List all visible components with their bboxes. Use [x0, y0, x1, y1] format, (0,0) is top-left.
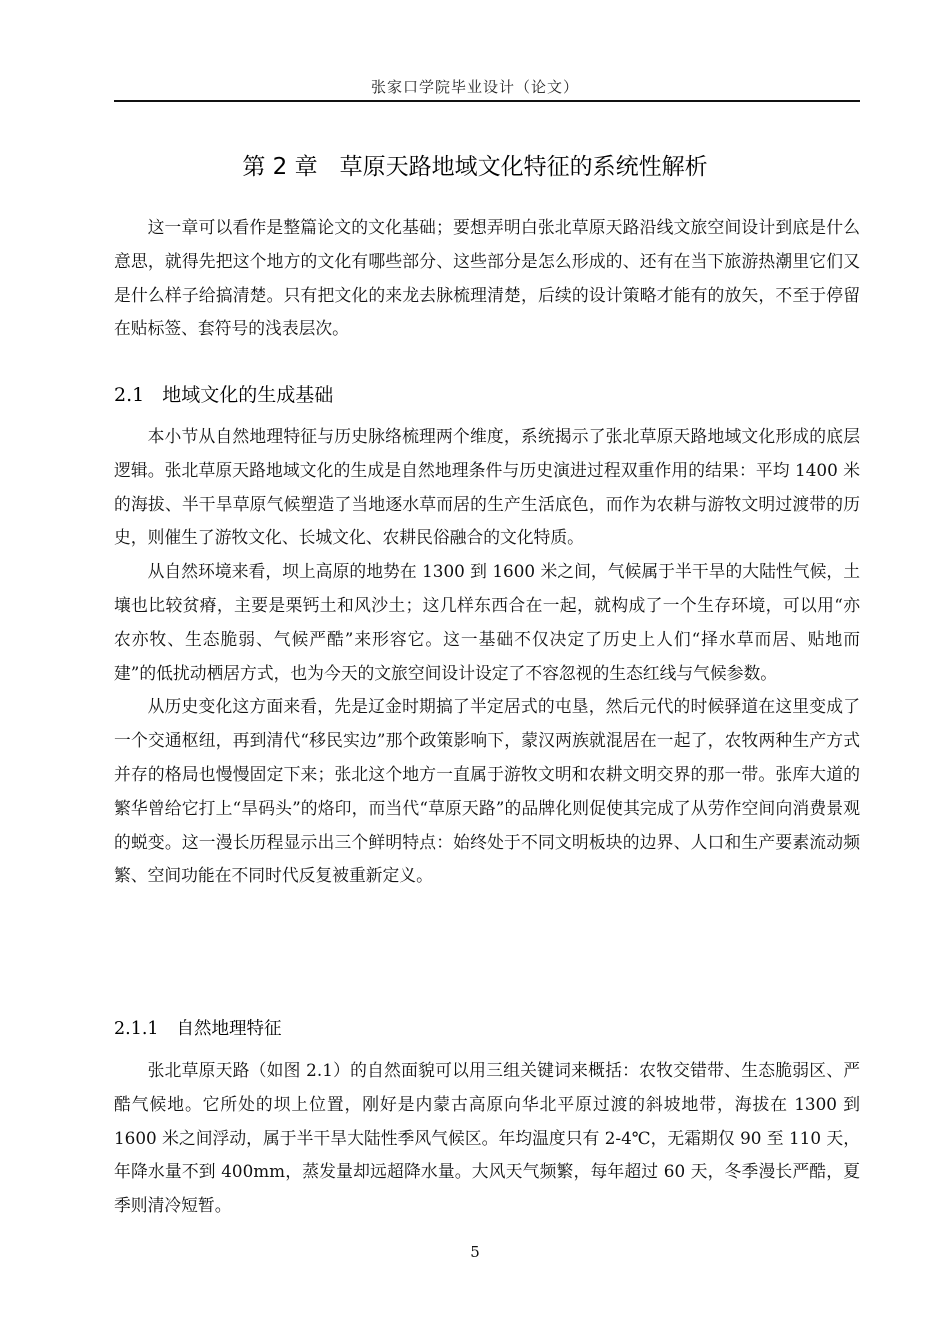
body-paragraph: 从历史变化这方面来看，先是辽金时期搞了半定居式的屯垦，然后元代的时候驿道在这里变成了一个交通枢纽，再到清代“移民实边”那个政策影响下，蒙汉两族就混居在一起了，农牧两种生产方式并存的格局也慢慢固定下来；张北这个地方一直属于游牧文明和农耕文明交界的那一带。张库大道的繁华曾给它打上“旱码头”的烙印，而当代“草原天路”的品牌化则促使其完成了从劳作空间向消费景观的蜕变。这一漫长历程显示出三个鲜明特点：始终处于不同文明板块的边界、人口和生产要素流动频繁、空间功能在不同时代反复被重新定义。 [114, 696, 860, 886]
section-number: 2.1 [114, 384, 145, 406]
section-heading-2-1 [114, 380, 333, 407]
section-2-1-body [114, 420, 860, 893]
body-paragraph: 张北草原天路（如图 2.1）的自然面貌可以用三组关键词来概括：农牧交错带、生态脆弱区、严酷气候地。它所处的坝上位置，刚好是内蒙古高原向华北平原过渡的斜坡地带，海拔在 1300 到 1600 米之间浮动，属于半干旱大陆性季风气候区。年均温度只有 2-4℃，无霜期仅 90 至 110 天，年降水量不到 400mm，蒸发量却远超降水量。大风天气频繁，每年超过 60 天，冬季漫长严酷，夏季则清冷短暂。 [114, 1060, 860, 1216]
section-2-1-1-body [114, 1054, 860, 1223]
chapter-number: 第 2 章 [242, 154, 318, 180]
header-rule [114, 100, 860, 102]
chapter-title [0, 148, 950, 181]
body-paragraph: 本小节从自然地理特征与历史脉络梳理两个维度，系统揭示了张北草原天路地域文化形成的底层逻辑。张北草原天路地域文化的生成是自然地理条件与历史演进过程双重作用的结果：平均 1400 米的海拔、半干旱草原气候塑造了当地逐水草而居的生产生活底色，而作为农耕与游牧文明过渡带的历史，则催生了游牧文化、长城文化、农耕民俗融合的文化特质。 [114, 426, 860, 548]
intro-paragraph: 这一章可以看作是整篇论文的文化基础；要想弄明白张北草原天路沿线文旅空间设计到底是什么意思，就得先把这个地方的文化有哪些部分、这些部分是怎么形成的、还有在当下旅游热潮里它们又是什么样子给搞清楚。只有把文化的来龙去脉梳理清楚，后续的设计策略才能有的放矢，不至于停留在贴标签、套符号的浅表层次。 [114, 217, 860, 339]
chapter-title-text: 草原天路地域文化特征的系统性解析 [339, 154, 708, 180]
page-number: 5 [470, 1243, 480, 1261]
section-title: 地域文化的生成基础 [162, 384, 334, 406]
running-header: 张家口学院毕业设计（论文） [370, 78, 579, 96]
body-paragraph: 从自然环境来看，坝上高原的地势在 1300 到 1600 米之间，气候属于半干旱的大陆性气候，土壤也比较贫瘠，主要是栗钙土和风沙土；这几样东西合在一起，就构成了一个生存环境，可以用“亦农亦牧、生态脆弱、气候严酷”来形容它。这一基础不仅决定了历史上人们“择水草而居、贴地而建”的低扰动栖居方式，也为今天的文旅空间设计设定了不容忽视的生态红线与气候参数。 [114, 561, 860, 683]
subsection-number: 2.1.1 [114, 1019, 159, 1039]
subsection-title: 自然地理特征 [176, 1019, 282, 1039]
section-heading-2-1-1 [114, 1015, 282, 1040]
chapter-intro [114, 211, 860, 346]
